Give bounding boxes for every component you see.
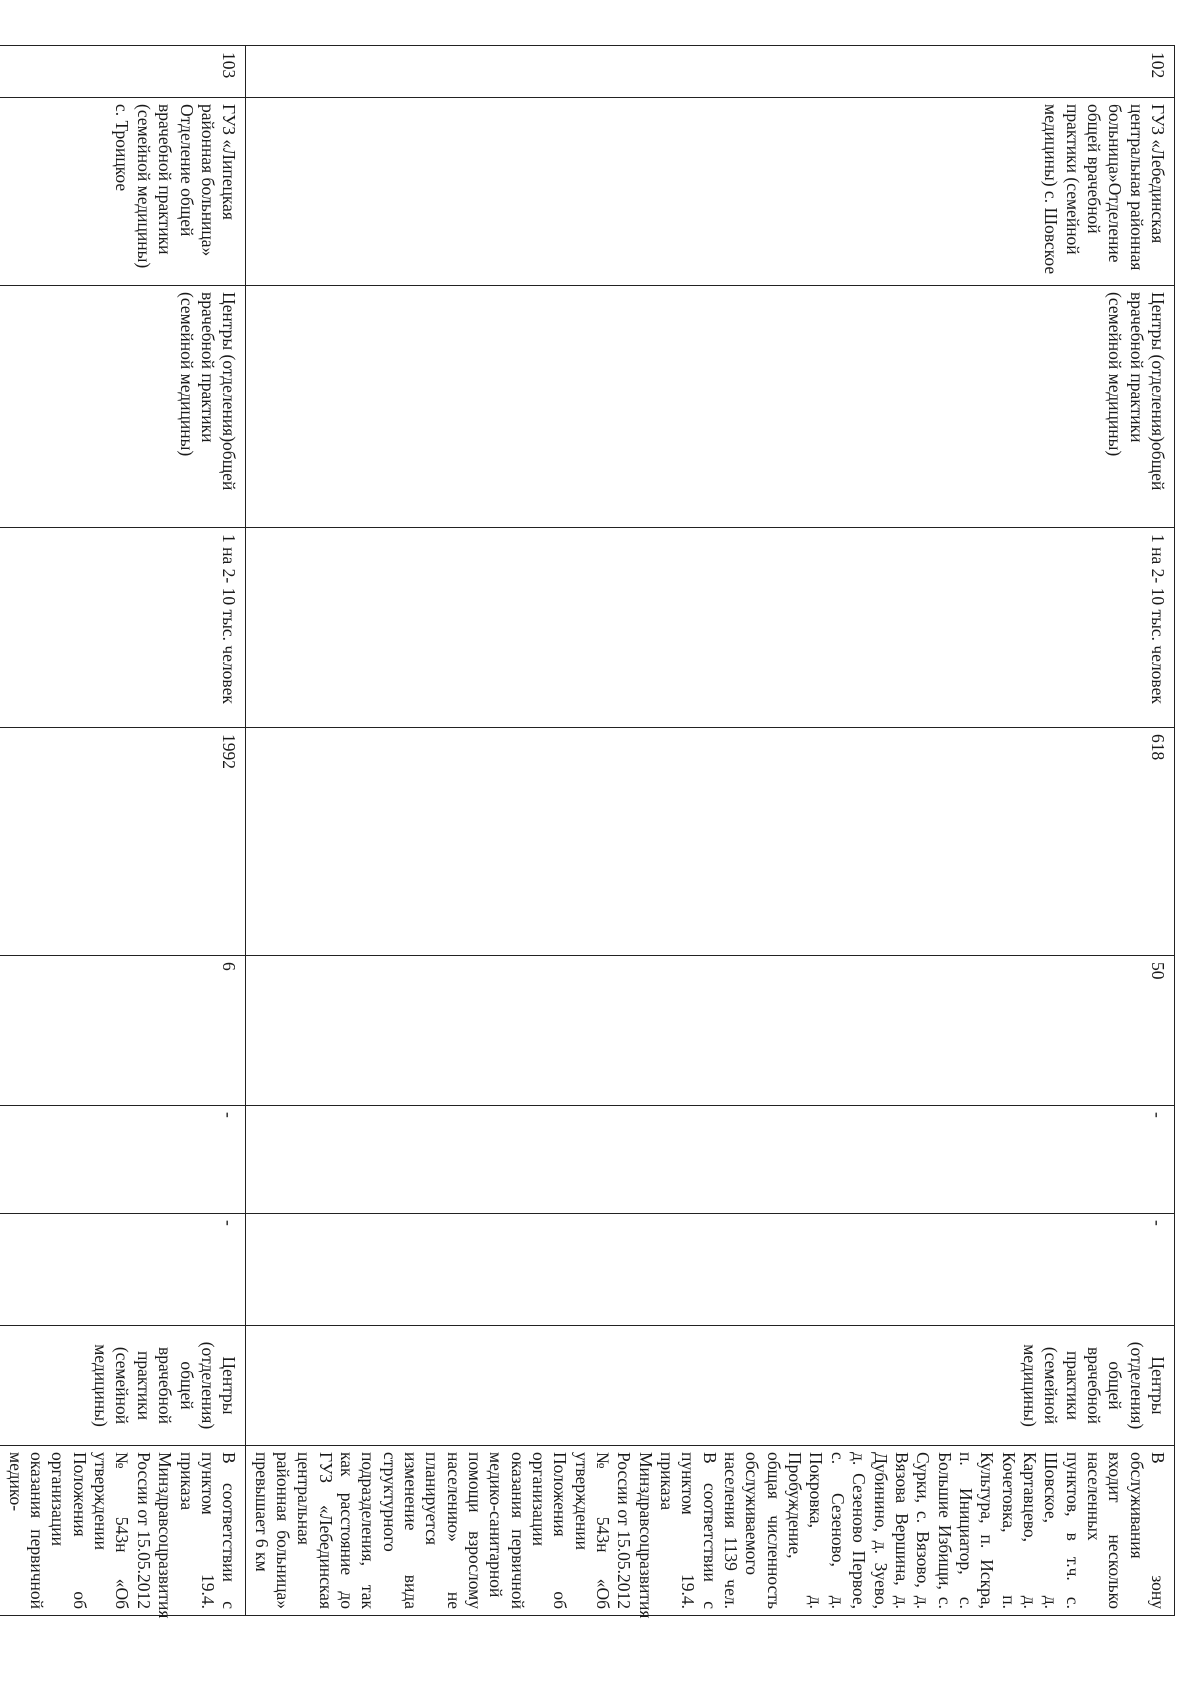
secondary-count: 6 [0,956,246,1106]
empty-value-dash: - [0,1106,246,1214]
organization-name: ГУЗ «Лебединская центральная районная больница»Отделение общей врачебной практики (семейной медицины) с. Шовское [246,98,1175,286]
justification-note: В зону обслуживания входит несколько населенных пунктов, в т.ч. с. Шовское, д. Картавцево, д. Кочетовка, п. Культура, п. Искра, п. Инициатор, с. Большие Избищи, с. Сурки, с. Вязово, д. Вязова Вершина, д. Дубинино, д. Зуево, д. Сезеново Первое, с. Сезеново, д. Покровка, д. Пробуждение, общая численность обслуживаемого населения 1139 чел. В соответствии с пунктом 19.4. приказа Минздравсоцразвития России от 15.05.2012 № 543н «Об утверждении Положения об организации оказания первичной медико-санитарной помощи взрослому населению» не планируется изменение вида структурного подразделения, так как расстояние до ГУЗ «Лебединская центральная районная больница» превышает 6 км [246,1446,1175,1616]
planned-unit-type: Центры (отделения) общей врачебной практики (семейной медицины) [0,1326,246,1446]
staffing-norm: 1 на 2- 10 тыс. человек [0,528,246,728]
table-row [0,46,246,1616]
population-count: 618 [246,728,1175,956]
rotated-page [5,45,1175,1619]
empty-value-dash: - [0,1214,246,1326]
table-row [246,46,1175,1616]
organization-name: ГУЗ «Липецкая районная больница» Отделение общей врачебной практики (семейной медицины) с. Троицкое [0,98,246,286]
row-number: 103 [0,46,246,98]
row-number: 102 [246,46,1175,98]
population-count: 1992 [0,728,246,956]
staffing-norm: 1 на 2- 10 тыс. человек [246,528,1175,728]
empty-value-dash: - [246,1106,1175,1214]
unit-type: Центры (отделения)общей врачебной практики (семейной медицины) [246,286,1175,528]
empty-value-dash: - [246,1214,1175,1326]
secondary-count: 50 [246,956,1175,1106]
unit-type: Центры (отделения)общей врачебной практики (семейной медицины) [0,286,246,528]
justification-note: В соответствии с пунктом 19.4. приказа Минздравсоцразвития России от 15.05.2012 № 543н «Об утверждении Положения об организации оказания первичной медико- [0,1446,246,1616]
planned-unit-type: Центры (отделения) общей врачебной практики (семейной медицины) [246,1326,1175,1446]
document-table [0,45,1175,1619]
